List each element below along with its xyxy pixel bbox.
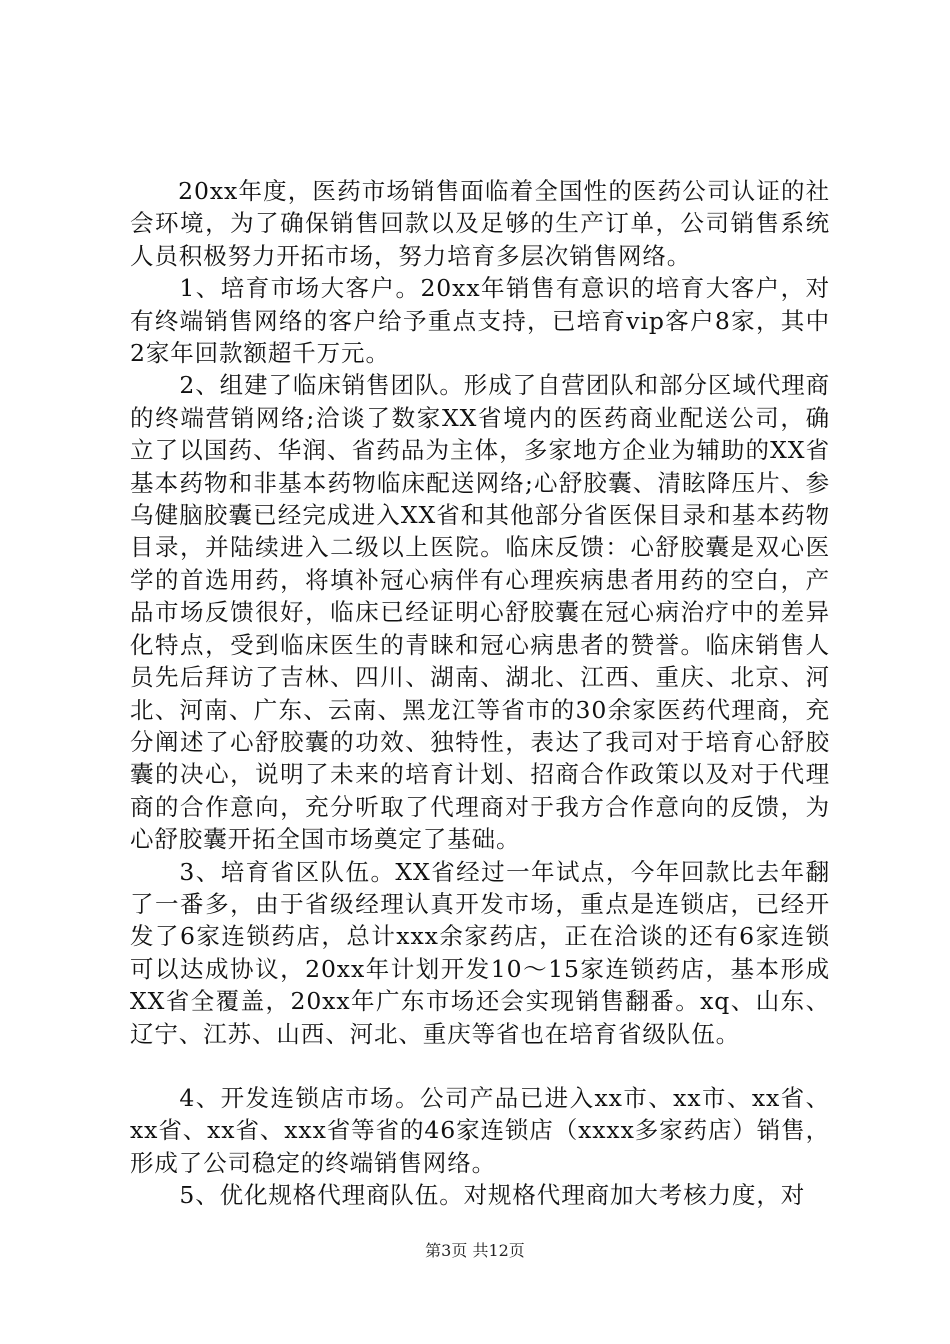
paragraph-spacer <box>130 1050 830 1082</box>
document-body <box>130 175 830 1212</box>
paragraph-item-2: 2、组建了临床销售团队。形成了自营团队和部分区域代理商的终端营销网络;洽谈了数家XX省境内的医药商业配送公司，确立了以国药、华润、省药品为主体，多家地方企业为辅助的XX省基本药物和非基本药物临床配送网络;心舒胶囊、清眩降压片、参乌健脑胶囊已经完成进入XX省和其他部分省医保目录和基本药物目录，并陆续进入二级以上医院。临床反馈：心舒胶囊是双心医学的首选用药，将填补冠心病伴有心理疾病患者用药的空白，产品市场反馈很好，临床已经证明心舒胶囊在冠心病治疗中的差异化特点，受到临床医生的青睐和冠心病患者的赞誉。临床销售人员先后拜访了吉林、四川、湖南、湖北、江西、重庆、北京、河北、河南、广东、云南、黑龙江等省市的30余家医药代理商，充分阐述了心舒胶囊的功效、独特性，表达了我司对于培育心舒胶囊的决心，说明了未来的培育计划、招商合作政策以及对于代理商的合作意向，充分听取了代理商对于我方合作意向的反馈，为心舒胶囊开拓全国市场奠定了基础。 <box>130 371 830 854</box>
paragraph-item-5: 5、优化规格代理商队伍。对规格代理商加大考核力度，对 <box>179 1181 806 1210</box>
page-footer: 第3页 共12页 <box>425 1241 525 1260</box>
paragraph-intro: 20xx年度，医药市场销售面临着全国性的医药公司认证的社会环境，为了确保销售回款以及足够的生产订单，公司销售系统人员积极努力开拓市场，努力培育多层次销售网络。 <box>130 177 830 270</box>
paragraph-item-4: 4、开发连锁店市场。公司产品已进入xx市、xx市、xx省、xx省、xx省、xxx省等省的46家连锁店（xxxx多家药店）销售，形成了公司稳定的终端销售网络。 <box>130 1083 830 1177</box>
paragraph-item-1: 1、培育市场大客户。20xx年销售有意识的培育大客户，对有终端销售网络的客户给予重点支持，已培育vip客户8家，其中2家年回款额超千万元。 <box>130 274 830 368</box>
paragraph-item-3: 3、培育省区队伍。XX省经过一年试点，今年回款比去年翻了一番多，由于省级经理认真开发市场，重点是连锁店，已经开发了6家连锁药店，总计xxx余家药店，正在洽谈的还有6家连锁可以达成协议，20xx年计划开发10～15家连锁药店，基本形成XX省全覆盖，20xx年广东市场还会实现销售翻番。xq、山东、辽宁、江苏、山西、河北、重庆等省也在培育省级队伍。 <box>130 857 830 1048</box>
